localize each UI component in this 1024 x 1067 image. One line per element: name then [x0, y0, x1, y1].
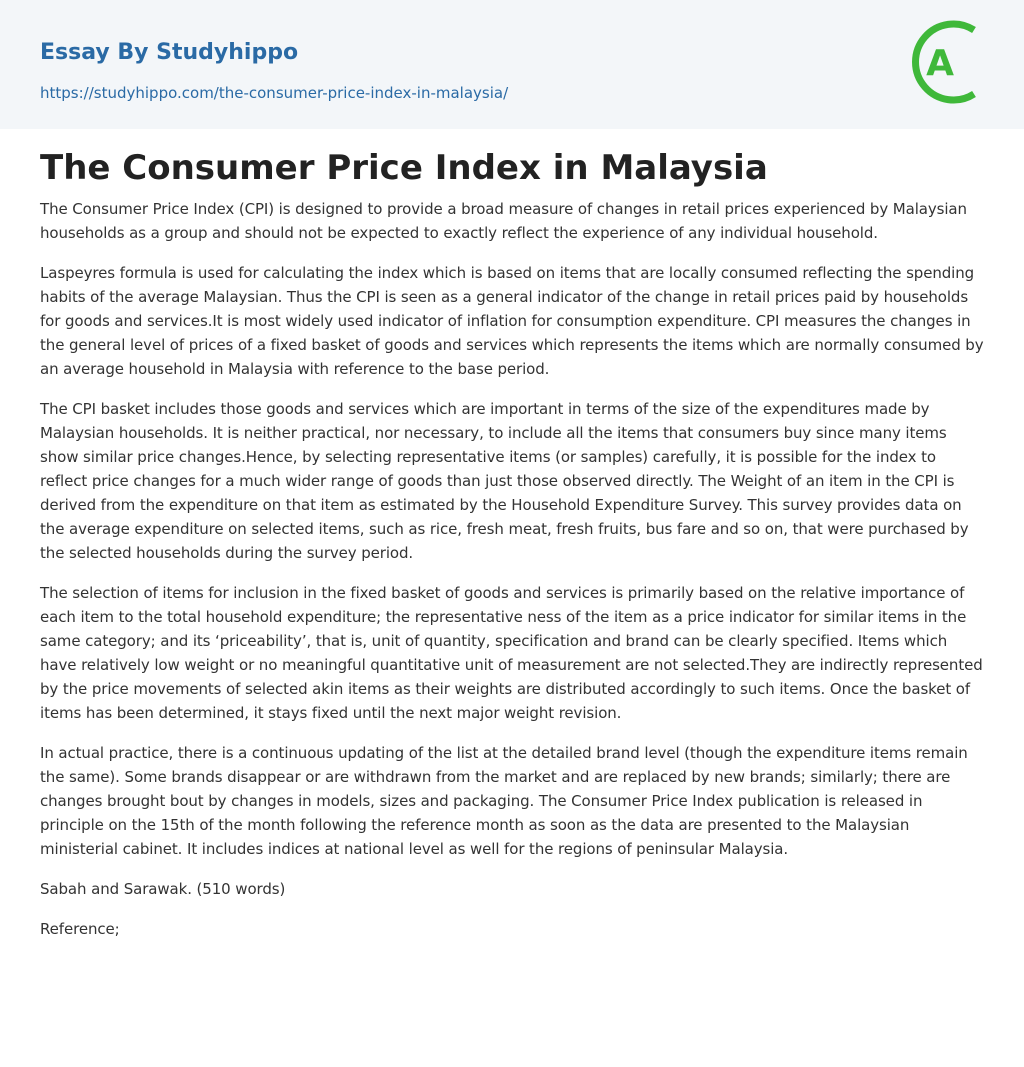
paragraph-6: Sabah and Sarawak. (510 words): [40, 880, 286, 898]
logo-letter: A: [926, 43, 954, 84]
brand-title[interactable]: Essay By Studyhippo: [40, 40, 299, 65]
article-url-link[interactable]: https://studyhippo.com/the-consumer-price-index-in-malaysia/: [40, 84, 509, 102]
site-header: [0, 0, 1024, 129]
paragraph-1: The Consumer Price Index (CPI) is designed to provide a broad measure of changes in retail prices experienced by Malaysian households as a group and should not be expected to exactly reflect the experience of any individual household.: [40, 200, 967, 242]
paragraph-5: In actual practice, there is a continuous updating of the list at the detailed brand level (though the expenditure items remain the same). Some brands disappear or are withdrawn from the market and are replaced by new brands; similarly; there are changes brought bout by changes in models, sizes and packaging. The Consumer Price Index publication is released in principle on the 15th of the month following the reference month as soon as the data are presented to the Malaysian ministerial cabinet. It includes indices at national level as well for the regions of peninsular Malaysia.: [40, 744, 968, 858]
paragraph-3: The CPI basket includes those goods and services which are important in terms of the size of the expenditures made by Malaysian households. It is neither practical, nor necessary, to include all the items that consumers buy since many items show similar price changes.Hence, by selecting representative items (or samples) carefully, it is possible for the index to reflect price changes for a much wider range of goods than just those observed directly. The Weight of an item in the CPI is derived from the expenditure on that item as estimated by the Household Expenditure Survey. This survey provides data on the average expenditure on selected items, such as rice, fresh meat, fresh fruits, bus fare and so on, that were purchased by the selected households during the survey period.: [40, 400, 969, 562]
article: [40, 145, 984, 957]
paragraph-2: Laspeyres formula is used for calculating the index which is based on items that are locally consumed reflecting the spending habits of the average Malaysian. Thus the CPI is seen as a general indicator of the change in retail prices paid by households for goods and services.It is most widely used indicator of inflation for consumption expenditure. CPI measures the changes in the general level of prices of a fixed basket of goods and services which represents the items which are normally consumed by an average household in Malaysia with reference to the base period.: [40, 264, 984, 378]
article-title: The Consumer Price Index in Malaysia: [40, 148, 768, 188]
studyhippo-logo-icon[interactable]: [912, 18, 988, 106]
paragraph-4: The selection of items for inclusion in the fixed basket of goods and services is primarily based on the relative importance of each item to the total household expenditure; the representative ness of the item as a price indicator for similar items in the same category; and its ‘priceability’, that is, unit of quantity, specification and brand can be clearly specified. Items which have relatively low weight or no meaningful quantitative unit of measurement are not selected.They are indirectly represented by the price movements of selected akin items as their weights are distributed accordingly to such items. Once the basket of items has been determined, it stays fixed until the next major weight revision.: [40, 584, 983, 722]
paragraph-7: Reference;: [40, 920, 120, 938]
